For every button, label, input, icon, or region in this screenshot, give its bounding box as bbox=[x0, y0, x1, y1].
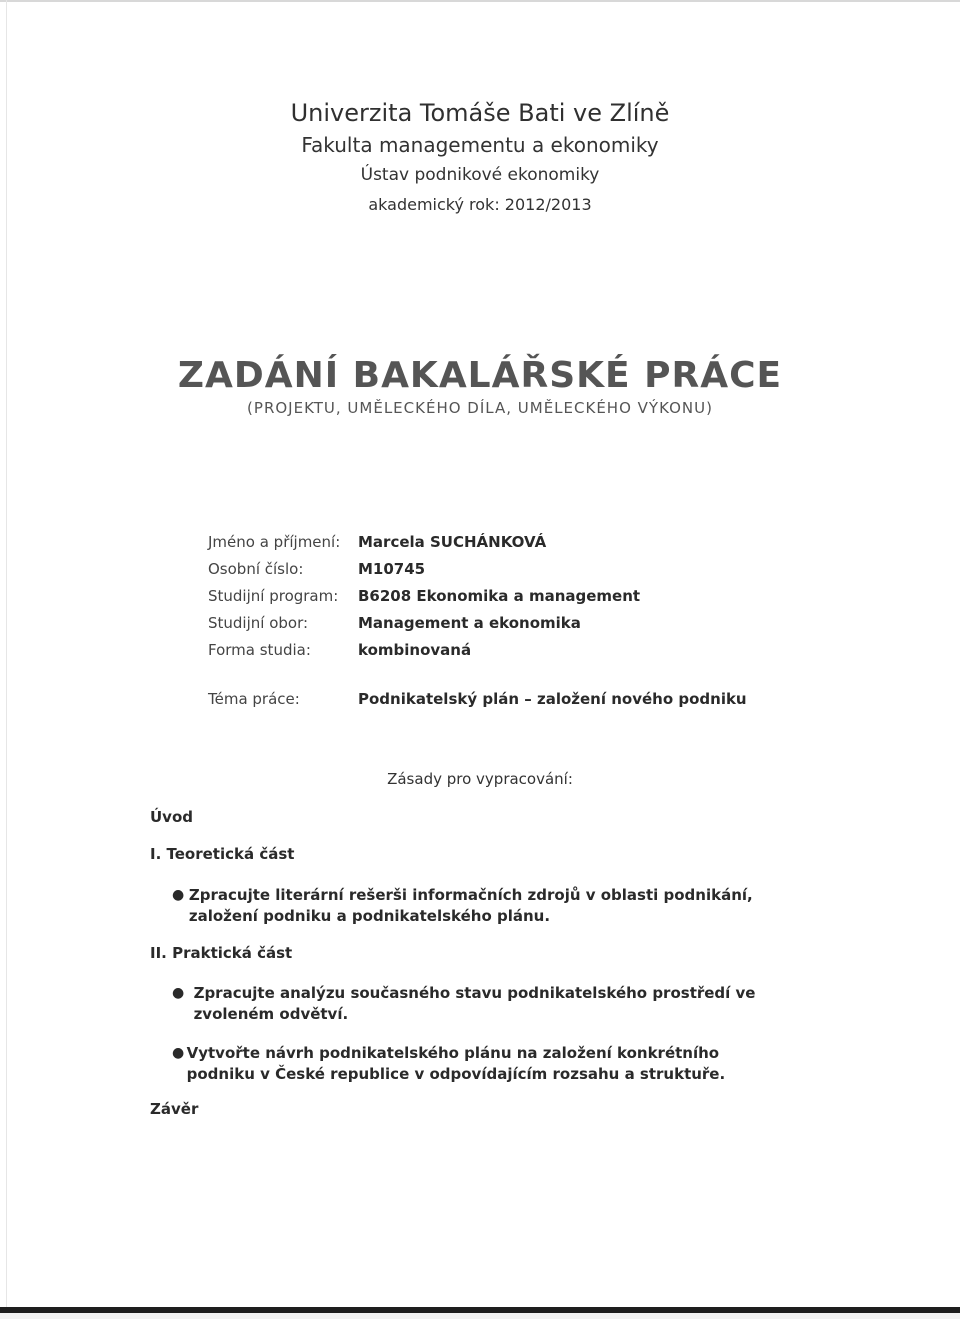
list-item bbox=[172, 1043, 792, 1085]
document-header bbox=[250, 96, 710, 220]
institute-name: Ústav podnikové ekonomiky bbox=[360, 165, 600, 185]
info-label: Forma studia: bbox=[208, 640, 311, 659]
topic-row bbox=[208, 685, 747, 712]
bullet-icon: ● bbox=[172, 985, 185, 1001]
info-value: M10745 bbox=[358, 559, 426, 578]
document-subtitle: (PROJEKTU, UMĚLECKÉHO DÍLA, UMĚLECKÉHO VÝKONU) bbox=[247, 399, 713, 417]
topic-label: Téma práce: bbox=[208, 689, 300, 708]
bullet-icon: ● bbox=[172, 1045, 185, 1061]
list-item bbox=[172, 983, 792, 1025]
academic-year: akademický rok: 2012/2013 bbox=[368, 195, 592, 214]
info-value: B6208 Ekonomika a management bbox=[358, 586, 641, 605]
info-label: Osobní číslo: bbox=[208, 559, 304, 578]
info-row-program bbox=[208, 582, 640, 609]
bullet-text: Zpracujte literární rešerši informačních zdrojů v oblasti podnikání, založení podniku a podnikatelského plánu. bbox=[188, 886, 753, 925]
list-item bbox=[172, 885, 792, 927]
page-edge-left bbox=[6, 0, 7, 1319]
topic-value: Podnikatelský plán – založení nového podniku bbox=[358, 689, 747, 708]
section-theory: I. Teoretická část bbox=[150, 845, 295, 863]
section-conclusion: Závěr bbox=[150, 1100, 199, 1118]
student-info bbox=[208, 528, 640, 663]
info-value: Marcela SUCHÁNKOVÁ bbox=[358, 532, 547, 551]
bullet-icon: ● bbox=[172, 887, 185, 903]
page-edge-bottom-shadow bbox=[0, 1313, 960, 1319]
bullet-text: Vytvořte návrh podnikatelského plánu na založení konkrétního podniku v České republice v odpovídajícím rozsahu a struktuře. bbox=[186, 1044, 726, 1083]
section-practice: II. Praktická část bbox=[150, 944, 293, 962]
info-label: Studijní obor: bbox=[208, 613, 309, 632]
info-row-field bbox=[208, 609, 640, 636]
university-name: Univerzita Tomáše Bati ve Zlíně bbox=[290, 99, 670, 127]
info-row-study-form bbox=[208, 636, 640, 663]
info-label: Jméno a příjmení: bbox=[208, 532, 341, 551]
info-row-name bbox=[208, 528, 640, 555]
section-intro: Úvod bbox=[150, 808, 194, 826]
info-value: kombinovaná bbox=[358, 640, 472, 659]
bullet-text: Zpracujte analýzu současného stavu podnikatelského prostředí ve zvoleném odvětví. bbox=[193, 984, 756, 1023]
page-edge-top bbox=[0, 0, 960, 2]
faculty-name: Fakulta managementu a ekonomiky bbox=[301, 133, 659, 157]
info-row-personal-number bbox=[208, 555, 640, 582]
info-value: Management a ekonomika bbox=[358, 613, 581, 632]
document-title: ZADÁNÍ BAKALÁŘSKÉ PRÁCE bbox=[177, 355, 783, 396]
info-label: Studijní program: bbox=[208, 586, 339, 605]
principles-heading: Zásady pro vypracování: bbox=[387, 770, 573, 788]
